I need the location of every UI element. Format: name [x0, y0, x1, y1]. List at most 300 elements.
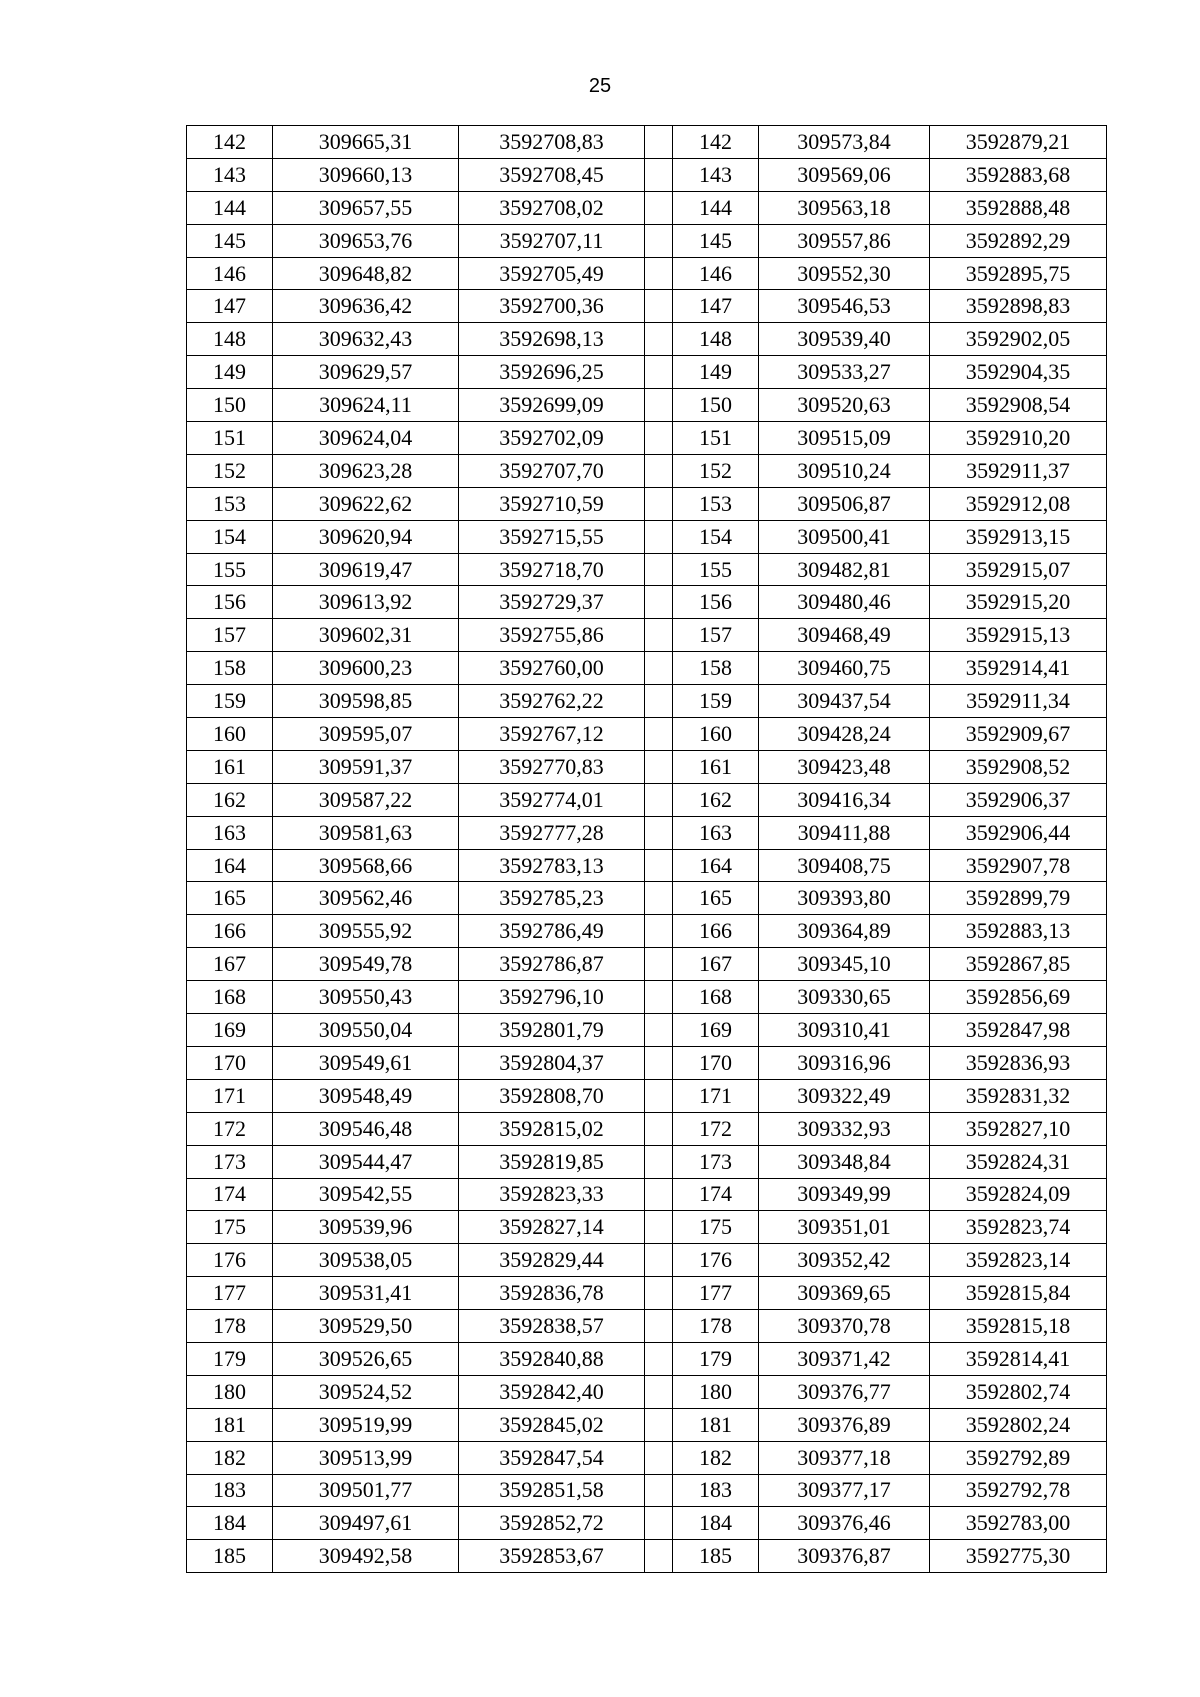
right-y-coordinate: 3592827,10: [930, 1112, 1107, 1145]
right-y-coordinate: 3592908,54: [930, 389, 1107, 422]
left-x-coordinate: 309524,52: [273, 1375, 459, 1408]
right-point-number: 172: [673, 1112, 759, 1145]
right-point-number: 162: [673, 783, 759, 816]
right-x-coordinate: 309573,84: [759, 126, 930, 159]
left-point-number: 164: [187, 849, 273, 882]
right-point-number: 144: [673, 191, 759, 224]
separator-cell: [645, 257, 673, 290]
left-x-coordinate: 309602,31: [273, 619, 459, 652]
right-x-coordinate: 309506,87: [759, 487, 930, 520]
table-row: [187, 1375, 1107, 1408]
separator-cell: [645, 1507, 673, 1540]
left-y-coordinate: 3592700,36: [459, 290, 645, 323]
left-point-number: 146: [187, 257, 273, 290]
left-x-coordinate: 309555,92: [273, 915, 459, 948]
separator-cell: [645, 1112, 673, 1145]
left-x-coordinate: 309550,04: [273, 1014, 459, 1047]
right-x-coordinate: 309345,10: [759, 948, 930, 981]
left-x-coordinate: 309542,55: [273, 1178, 459, 1211]
separator-cell: [645, 1441, 673, 1474]
right-x-coordinate: 309322,49: [759, 1079, 930, 1112]
left-point-number: 165: [187, 882, 273, 915]
left-x-coordinate: 309501,77: [273, 1474, 459, 1507]
left-x-coordinate: 309548,49: [273, 1079, 459, 1112]
left-x-coordinate: 309539,96: [273, 1211, 459, 1244]
right-point-number: 163: [673, 816, 759, 849]
separator-cell: [645, 718, 673, 751]
right-point-number: 180: [673, 1375, 759, 1408]
separator-cell: [645, 1408, 673, 1441]
right-point-number: 170: [673, 1046, 759, 1079]
left-point-number: 170: [187, 1046, 273, 1079]
right-x-coordinate: 309332,93: [759, 1112, 930, 1145]
right-x-coordinate: 309460,75: [759, 652, 930, 685]
separator-cell: [645, 619, 673, 652]
right-y-coordinate: 3592883,13: [930, 915, 1107, 948]
right-y-coordinate: 3592847,98: [930, 1014, 1107, 1047]
right-x-coordinate: 309411,88: [759, 816, 930, 849]
table-row: [187, 1540, 1107, 1573]
left-point-number: 183: [187, 1474, 273, 1507]
right-point-number: 158: [673, 652, 759, 685]
table-row: [187, 290, 1107, 323]
left-y-coordinate: 3592851,58: [459, 1474, 645, 1507]
separator-cell: [645, 882, 673, 915]
table-row: [187, 948, 1107, 981]
table-row: [187, 1474, 1107, 1507]
table-row: [187, 1014, 1107, 1047]
separator-cell: [645, 158, 673, 191]
right-y-coordinate: 3592883,68: [930, 158, 1107, 191]
left-x-coordinate: 309619,47: [273, 553, 459, 586]
right-y-coordinate: 3592910,20: [930, 422, 1107, 455]
right-point-number: 184: [673, 1507, 759, 1540]
separator-cell: [645, 323, 673, 356]
left-y-coordinate: 3592755,86: [459, 619, 645, 652]
right-y-coordinate: 3592911,37: [930, 454, 1107, 487]
left-x-coordinate: 309629,57: [273, 356, 459, 389]
right-point-number: 173: [673, 1145, 759, 1178]
left-y-coordinate: 3592796,10: [459, 981, 645, 1014]
separator-cell: [645, 652, 673, 685]
left-y-coordinate: 3592718,70: [459, 553, 645, 586]
right-x-coordinate: 309377,18: [759, 1441, 930, 1474]
separator-cell: [645, 224, 673, 257]
table-row: [187, 1441, 1107, 1474]
right-y-coordinate: 3592823,74: [930, 1211, 1107, 1244]
left-x-coordinate: 309549,78: [273, 948, 459, 981]
left-point-number: 148: [187, 323, 273, 356]
left-x-coordinate: 309624,04: [273, 422, 459, 455]
right-point-number: 147: [673, 290, 759, 323]
table-row: [187, 586, 1107, 619]
left-point-number: 152: [187, 454, 273, 487]
right-y-coordinate: 3592823,14: [930, 1244, 1107, 1277]
table-row: [187, 981, 1107, 1014]
right-x-coordinate: 309423,48: [759, 750, 930, 783]
right-x-coordinate: 309520,63: [759, 389, 930, 422]
left-y-coordinate: 3592707,11: [459, 224, 645, 257]
right-y-coordinate: 3592824,31: [930, 1145, 1107, 1178]
table-row: [187, 718, 1107, 751]
right-x-coordinate: 309351,01: [759, 1211, 930, 1244]
separator-cell: [645, 1014, 673, 1047]
separator-cell: [645, 126, 673, 159]
separator-cell: [645, 454, 673, 487]
separator-cell: [645, 1342, 673, 1375]
left-point-number: 180: [187, 1375, 273, 1408]
right-y-coordinate: 3592792,78: [930, 1474, 1107, 1507]
left-point-number: 154: [187, 520, 273, 553]
separator-cell: [645, 915, 673, 948]
right-x-coordinate: 309515,09: [759, 422, 930, 455]
right-y-coordinate: 3592908,52: [930, 750, 1107, 783]
left-y-coordinate: 3592785,23: [459, 882, 645, 915]
separator-cell: [645, 849, 673, 882]
left-point-number: 162: [187, 783, 273, 816]
left-y-coordinate: 3592853,67: [459, 1540, 645, 1573]
table-row: [187, 1145, 1107, 1178]
table-row: [187, 1277, 1107, 1310]
left-point-number: 167: [187, 948, 273, 981]
table-row: [187, 783, 1107, 816]
left-x-coordinate: 309648,82: [273, 257, 459, 290]
left-x-coordinate: 309620,94: [273, 520, 459, 553]
right-point-number: 149: [673, 356, 759, 389]
table-row: [187, 520, 1107, 553]
right-y-coordinate: 3592902,05: [930, 323, 1107, 356]
left-y-coordinate: 3592707,70: [459, 454, 645, 487]
right-y-coordinate: 3592898,83: [930, 290, 1107, 323]
left-y-coordinate: 3592729,37: [459, 586, 645, 619]
right-y-coordinate: 3592892,29: [930, 224, 1107, 257]
left-point-number: 163: [187, 816, 273, 849]
left-point-number: 151: [187, 422, 273, 455]
left-point-number: 178: [187, 1310, 273, 1343]
table-row: [187, 1178, 1107, 1211]
left-x-coordinate: 309622,62: [273, 487, 459, 520]
right-point-number: 159: [673, 685, 759, 718]
right-y-coordinate: 3592912,08: [930, 487, 1107, 520]
right-y-coordinate: 3592909,67: [930, 718, 1107, 751]
right-x-coordinate: 309316,96: [759, 1046, 930, 1079]
left-point-number: 175: [187, 1211, 273, 1244]
left-y-coordinate: 3592838,57: [459, 1310, 645, 1343]
left-point-number: 174: [187, 1178, 273, 1211]
left-y-coordinate: 3592829,44: [459, 1244, 645, 1277]
right-y-coordinate: 3592802,24: [930, 1408, 1107, 1441]
table-row: [187, 323, 1107, 356]
left-y-coordinate: 3592786,87: [459, 948, 645, 981]
left-x-coordinate: 309549,61: [273, 1046, 459, 1079]
left-y-coordinate: 3592760,00: [459, 652, 645, 685]
right-x-coordinate: 309500,41: [759, 520, 930, 553]
separator-cell: [645, 1178, 673, 1211]
table-row: [187, 1310, 1107, 1343]
table-row: [187, 1408, 1107, 1441]
right-x-coordinate: 309539,40: [759, 323, 930, 356]
right-point-number: 154: [673, 520, 759, 553]
left-y-coordinate: 3592705,49: [459, 257, 645, 290]
left-x-coordinate: 309581,63: [273, 816, 459, 849]
right-y-coordinate: 3592913,15: [930, 520, 1107, 553]
right-y-coordinate: 3592899,79: [930, 882, 1107, 915]
table-row: [187, 356, 1107, 389]
separator-cell: [645, 1375, 673, 1408]
right-point-number: 164: [673, 849, 759, 882]
right-x-coordinate: 309428,24: [759, 718, 930, 751]
left-x-coordinate: 309636,42: [273, 290, 459, 323]
right-y-coordinate: 3592915,20: [930, 586, 1107, 619]
right-point-number: 150: [673, 389, 759, 422]
right-x-coordinate: 309510,24: [759, 454, 930, 487]
left-x-coordinate: 309544,47: [273, 1145, 459, 1178]
page-number: 25: [588, 75, 612, 97]
right-y-coordinate: 3592802,74: [930, 1375, 1107, 1408]
right-point-number: 145: [673, 224, 759, 257]
left-x-coordinate: 309653,76: [273, 224, 459, 257]
right-y-coordinate: 3592814,41: [930, 1342, 1107, 1375]
left-x-coordinate: 309600,23: [273, 652, 459, 685]
left-x-coordinate: 309538,05: [273, 1244, 459, 1277]
right-x-coordinate: 309546,53: [759, 290, 930, 323]
right-point-number: 155: [673, 553, 759, 586]
separator-cell: [645, 981, 673, 1014]
separator-cell: [645, 1540, 673, 1573]
table-row: [187, 619, 1107, 652]
left-y-coordinate: 3592819,85: [459, 1145, 645, 1178]
left-x-coordinate: 309492,58: [273, 1540, 459, 1573]
right-x-coordinate: 309352,42: [759, 1244, 930, 1277]
separator-cell: [645, 553, 673, 586]
left-point-number: 144: [187, 191, 273, 224]
left-y-coordinate: 3592715,55: [459, 520, 645, 553]
separator-cell: [645, 586, 673, 619]
right-point-number: 181: [673, 1408, 759, 1441]
left-point-number: 179: [187, 1342, 273, 1375]
left-x-coordinate: 309591,37: [273, 750, 459, 783]
left-point-number: 171: [187, 1079, 273, 1112]
right-y-coordinate: 3592915,07: [930, 553, 1107, 586]
right-y-coordinate: 3592904,35: [930, 356, 1107, 389]
left-point-number: 182: [187, 1441, 273, 1474]
right-point-number: 169: [673, 1014, 759, 1047]
table-row: [187, 915, 1107, 948]
right-x-coordinate: 309480,46: [759, 586, 930, 619]
left-point-number: 172: [187, 1112, 273, 1145]
right-point-number: 179: [673, 1342, 759, 1375]
table-row: [187, 158, 1107, 191]
separator-cell: [645, 1211, 673, 1244]
right-x-coordinate: 309569,06: [759, 158, 930, 191]
table-row: [187, 1046, 1107, 1079]
separator-cell: [645, 1277, 673, 1310]
left-point-number: 176: [187, 1244, 273, 1277]
right-point-number: 182: [673, 1441, 759, 1474]
right-point-number: 174: [673, 1178, 759, 1211]
table-row: [187, 849, 1107, 882]
right-x-coordinate: 309376,46: [759, 1507, 930, 1540]
left-point-number: 177: [187, 1277, 273, 1310]
separator-cell: [645, 1046, 673, 1079]
left-x-coordinate: 309550,43: [273, 981, 459, 1014]
table-row: [187, 191, 1107, 224]
table-row: [187, 422, 1107, 455]
table-row: [187, 652, 1107, 685]
separator-cell: [645, 191, 673, 224]
right-y-coordinate: 3592856,69: [930, 981, 1107, 1014]
left-x-coordinate: 309657,55: [273, 191, 459, 224]
right-y-coordinate: 3592783,00: [930, 1507, 1107, 1540]
right-x-coordinate: 309482,81: [759, 553, 930, 586]
right-y-coordinate: 3592824,09: [930, 1178, 1107, 1211]
left-y-coordinate: 3592845,02: [459, 1408, 645, 1441]
right-point-number: 177: [673, 1277, 759, 1310]
right-y-coordinate: 3592906,37: [930, 783, 1107, 816]
separator-cell: [645, 487, 673, 520]
left-x-coordinate: 309665,31: [273, 126, 459, 159]
left-y-coordinate: 3592770,83: [459, 750, 645, 783]
right-y-coordinate: 3592915,13: [930, 619, 1107, 652]
left-point-number: 143: [187, 158, 273, 191]
left-x-coordinate: 309632,43: [273, 323, 459, 356]
right-point-number: 142: [673, 126, 759, 159]
left-x-coordinate: 309526,65: [273, 1342, 459, 1375]
left-x-coordinate: 309624,11: [273, 389, 459, 422]
left-point-number: 158: [187, 652, 273, 685]
left-x-coordinate: 309598,85: [273, 685, 459, 718]
table-row: [187, 750, 1107, 783]
left-y-coordinate: 3592774,01: [459, 783, 645, 816]
right-y-coordinate: 3592836,93: [930, 1046, 1107, 1079]
table-row: [187, 816, 1107, 849]
right-y-coordinate: 3592815,84: [930, 1277, 1107, 1310]
left-x-coordinate: 309513,99: [273, 1441, 459, 1474]
right-x-coordinate: 309393,80: [759, 882, 930, 915]
right-point-number: 160: [673, 718, 759, 751]
right-point-number: 176: [673, 1244, 759, 1277]
left-x-coordinate: 309595,07: [273, 718, 459, 751]
table-row: [187, 1079, 1107, 1112]
right-point-number: 183: [673, 1474, 759, 1507]
table-row: [187, 126, 1107, 159]
right-y-coordinate: 3592775,30: [930, 1540, 1107, 1573]
right-x-coordinate: 309408,75: [759, 849, 930, 882]
separator-cell: [645, 422, 673, 455]
left-y-coordinate: 3592696,25: [459, 356, 645, 389]
left-y-coordinate: 3592847,54: [459, 1441, 645, 1474]
separator-cell: [645, 1244, 673, 1277]
left-y-coordinate: 3592786,49: [459, 915, 645, 948]
left-x-coordinate: 309613,92: [273, 586, 459, 619]
left-point-number: 181: [187, 1408, 273, 1441]
right-x-coordinate: 309364,89: [759, 915, 930, 948]
left-x-coordinate: 309546,48: [273, 1112, 459, 1145]
separator-cell: [645, 1474, 673, 1507]
right-x-coordinate: 309369,65: [759, 1277, 930, 1310]
table-row: [187, 1211, 1107, 1244]
separator-cell: [645, 520, 673, 553]
right-point-number: 166: [673, 915, 759, 948]
separator-cell: [645, 290, 673, 323]
separator-cell: [645, 1310, 673, 1343]
right-x-coordinate: 309468,49: [759, 619, 930, 652]
separator-cell: [645, 356, 673, 389]
left-y-coordinate: 3592842,40: [459, 1375, 645, 1408]
right-point-number: 165: [673, 882, 759, 915]
right-x-coordinate: 309370,78: [759, 1310, 930, 1343]
right-y-coordinate: 3592906,44: [930, 816, 1107, 849]
right-y-coordinate: 3592879,21: [930, 126, 1107, 159]
left-y-coordinate: 3592698,13: [459, 323, 645, 356]
left-point-number: 169: [187, 1014, 273, 1047]
left-x-coordinate: 309587,22: [273, 783, 459, 816]
left-y-coordinate: 3592783,13: [459, 849, 645, 882]
left-y-coordinate: 3592836,78: [459, 1277, 645, 1310]
right-y-coordinate: 3592831,32: [930, 1079, 1107, 1112]
table-row: [187, 882, 1107, 915]
table-body: [187, 126, 1107, 1573]
right-point-number: 152: [673, 454, 759, 487]
right-point-number: 161: [673, 750, 759, 783]
right-point-number: 143: [673, 158, 759, 191]
right-x-coordinate: 309437,54: [759, 685, 930, 718]
right-point-number: 151: [673, 422, 759, 455]
left-point-number: 156: [187, 586, 273, 619]
left-y-coordinate: 3592815,02: [459, 1112, 645, 1145]
right-y-coordinate: 3592914,41: [930, 652, 1107, 685]
right-point-number: 148: [673, 323, 759, 356]
table-row: [187, 487, 1107, 520]
left-y-coordinate: 3592827,14: [459, 1211, 645, 1244]
right-y-coordinate: 3592815,18: [930, 1310, 1107, 1343]
left-point-number: 159: [187, 685, 273, 718]
separator-cell: [645, 1079, 673, 1112]
left-point-number: 157: [187, 619, 273, 652]
left-point-number: 153: [187, 487, 273, 520]
left-point-number: 168: [187, 981, 273, 1014]
right-x-coordinate: 309552,30: [759, 257, 930, 290]
right-y-coordinate: 3592867,85: [930, 948, 1107, 981]
left-y-coordinate: 3592702,09: [459, 422, 645, 455]
table-row: [187, 257, 1107, 290]
separator-cell: [645, 816, 673, 849]
right-x-coordinate: 309348,84: [759, 1145, 930, 1178]
left-x-coordinate: 309529,50: [273, 1310, 459, 1343]
left-y-coordinate: 3592762,22: [459, 685, 645, 718]
table-row: [187, 685, 1107, 718]
right-x-coordinate: 309416,34: [759, 783, 930, 816]
right-point-number: 171: [673, 1079, 759, 1112]
left-y-coordinate: 3592777,28: [459, 816, 645, 849]
table-row: [187, 389, 1107, 422]
right-x-coordinate: 309349,99: [759, 1178, 930, 1211]
left-point-number: 155: [187, 553, 273, 586]
left-point-number: 161: [187, 750, 273, 783]
right-y-coordinate: 3592888,48: [930, 191, 1107, 224]
right-point-number: 157: [673, 619, 759, 652]
right-x-coordinate: 309377,17: [759, 1474, 930, 1507]
separator-cell: [645, 1145, 673, 1178]
right-point-number: 156: [673, 586, 759, 619]
separator-cell: [645, 685, 673, 718]
separator-cell: [645, 750, 673, 783]
left-y-coordinate: 3592852,72: [459, 1507, 645, 1540]
left-x-coordinate: 309623,28: [273, 454, 459, 487]
separator-cell: [645, 948, 673, 981]
right-point-number: 185: [673, 1540, 759, 1573]
left-point-number: 150: [187, 389, 273, 422]
